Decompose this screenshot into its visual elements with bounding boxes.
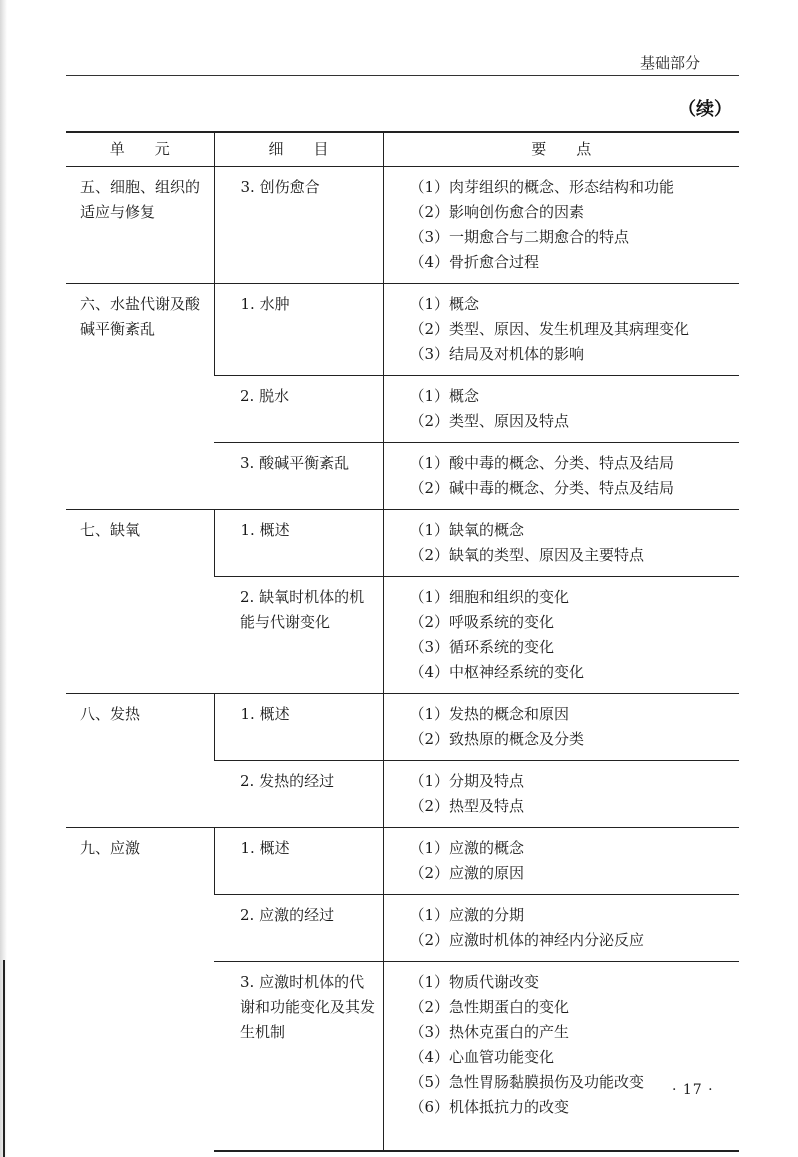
key-point: （3）结局及对机体的影响	[409, 345, 585, 363]
table-row	[66, 510, 739, 577]
key-point: （1）分期及特点	[409, 772, 525, 790]
table-row	[66, 694, 739, 761]
points-cell	[383, 577, 739, 694]
key-point: （2）呼吸系统的变化	[409, 613, 555, 631]
item-cell: 2. 脱水	[214, 376, 383, 443]
points-cell	[383, 761, 739, 828]
key-point: （1）缺氧的概念	[409, 521, 525, 539]
table-row	[66, 828, 739, 895]
key-point: （2）类型、原因、发生机理及其病理变化	[409, 320, 690, 338]
table-body	[66, 167, 739, 1152]
key-point: （4）骨折愈合过程	[409, 253, 540, 271]
key-point: （1）酸中毒的概念、分类、特点及结局	[409, 454, 675, 472]
page-number: · 17 ·	[672, 1082, 714, 1098]
key-point: （1）肉芽组织的概念、形态结构和功能	[409, 178, 675, 196]
key-point: （1）应激的概念	[409, 839, 525, 857]
key-point: （4）心血管功能变化	[409, 1048, 555, 1066]
header-rule	[66, 75, 739, 76]
syllabus-table	[66, 131, 739, 1152]
points-cell	[383, 443, 739, 510]
key-point: （2）类型、原因及特点	[409, 412, 570, 430]
points-cell	[383, 284, 739, 376]
running-header-section: 基础部分	[640, 54, 701, 72]
key-point: （2）热型及特点	[409, 797, 525, 815]
points-cell	[383, 895, 739, 962]
unit-cell: 七、缺氧	[66, 510, 214, 694]
key-point: （1）细胞和组织的变化	[409, 588, 570, 606]
item-cell: 1. 概述	[214, 510, 383, 577]
points-cell	[383, 376, 739, 443]
item-cell: 3. 创伤愈合	[214, 167, 383, 284]
key-point: （2）影响创伤愈合的因素	[409, 203, 585, 221]
item-cell: 3. 酸碱平衡紊乱	[214, 443, 383, 510]
item-cell: 2. 发热的经过	[214, 761, 383, 828]
key-point: （2）缺氧的类型、原因及主要特点	[409, 546, 645, 564]
page-binding-mark	[3, 960, 5, 1157]
points-cell	[383, 167, 739, 284]
item-cell: 1. 水肿	[214, 284, 383, 376]
unit-cell: 八、发热	[66, 694, 214, 828]
key-point: （4）中枢神经系统的变化	[409, 663, 585, 681]
column-header-points: 要 点	[383, 132, 739, 167]
key-point: （3）循环系统的变化	[409, 638, 555, 656]
column-header-unit: 单 元	[66, 132, 214, 167]
continued-label: （续）	[678, 99, 732, 120]
points-cell	[383, 510, 739, 577]
key-point: （1）应激的分期	[409, 906, 525, 924]
item-cell: 2. 应激的经过	[214, 895, 383, 962]
key-point: （1）物质代谢改变	[409, 973, 540, 991]
key-point: （1）概念	[409, 387, 480, 405]
key-point: （2）碱中毒的概念、分类、特点及结局	[409, 479, 675, 497]
points-cell	[383, 694, 739, 761]
table-row	[66, 284, 739, 376]
item-cell: 1. 概述	[214, 694, 383, 761]
key-point: （2）急性期蛋白的变化	[409, 998, 570, 1016]
table-bottom-spacer	[410, 1120, 734, 1142]
key-point: （3）一期愈合与二期愈合的特点	[409, 228, 630, 246]
column-header-item: 细 目	[214, 132, 383, 167]
key-point: （3）热休克蛋白的产生	[409, 1023, 570, 1041]
unit-cell: 九、应激	[66, 828, 214, 1152]
table-row	[66, 167, 739, 284]
item-cell: 1. 概述	[214, 828, 383, 895]
unit-cell: 五、细胞、组织的适应与修复	[66, 167, 214, 284]
key-point: （1）发热的概念和原因	[409, 705, 570, 723]
key-point: （2）应激时机体的神经内分泌反应	[409, 931, 645, 949]
key-point: （6）机体抵抗力的改变	[409, 1098, 570, 1116]
key-point: （2）致热原的概念及分类	[409, 730, 585, 748]
points-cell	[383, 962, 739, 1152]
key-point: （2）应激的原因	[409, 864, 525, 882]
unit-cell: 六、水盐代谢及酸碱平衡紊乱	[66, 284, 214, 510]
item-cell: 3. 应激时机体的代谢和功能变化及其发生机制	[214, 962, 383, 1152]
key-point: （1）概念	[409, 295, 480, 313]
item-cell: 2. 缺氧时机体的机能与代谢变化	[214, 577, 383, 694]
table-header-row	[66, 132, 739, 167]
key-point: （5）急性胃肠黏膜损伤及功能改变	[409, 1073, 645, 1091]
points-cell	[383, 828, 739, 895]
